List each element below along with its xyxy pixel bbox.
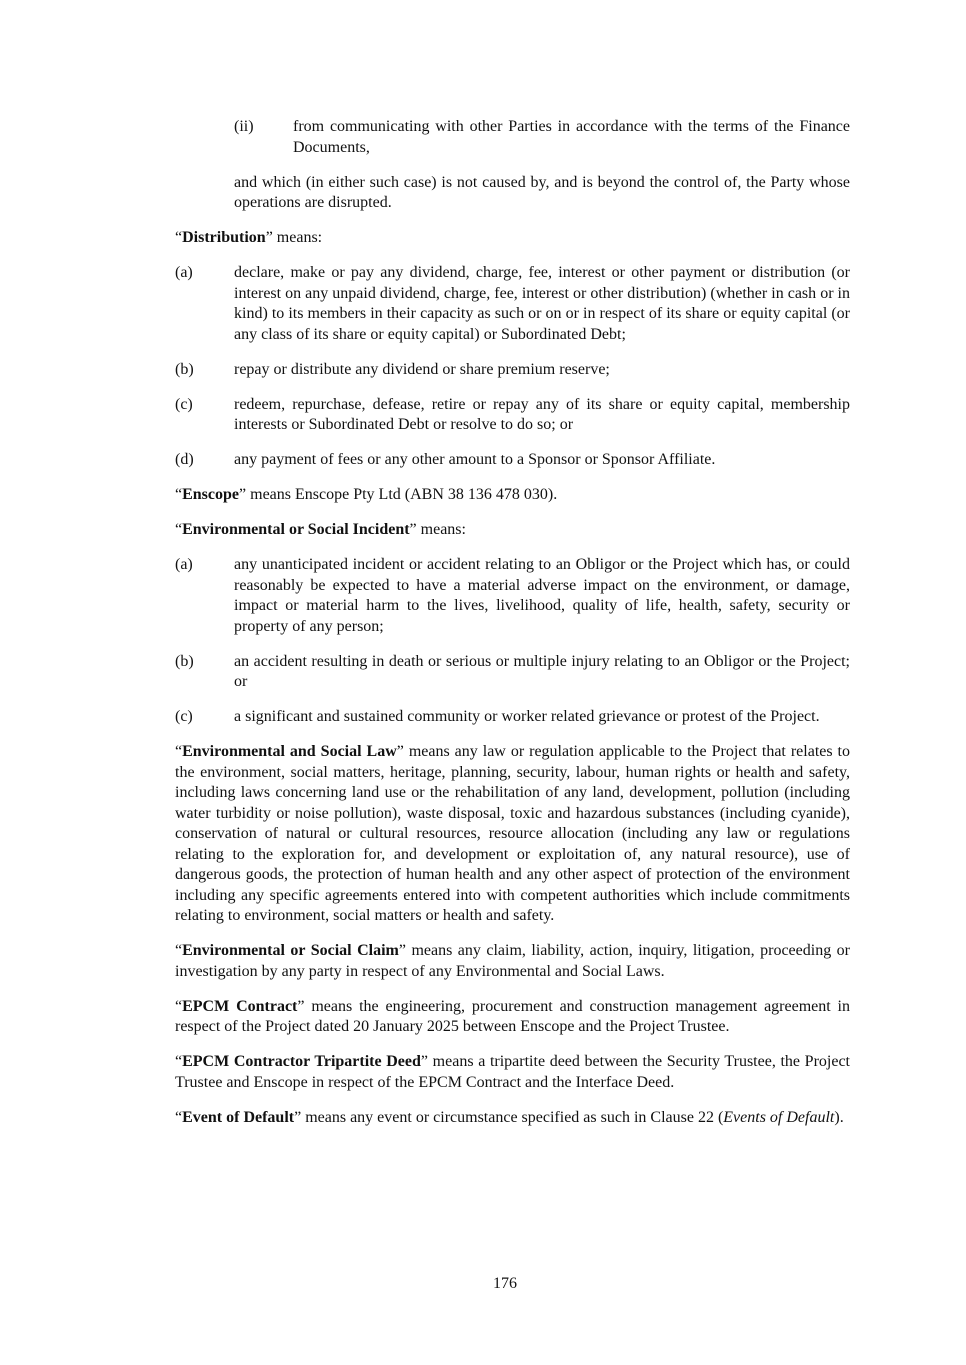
sub-item-text: from communicating with other Parties in accordance with the terms of the Finance Documents, xyxy=(293,118,850,156)
definition-intro: means: xyxy=(416,521,466,538)
list-item xyxy=(175,555,850,637)
definition-body: means the engineering, procurement and construction management agreement in respect of the Project dated 20 January 2025 between Enscope and the Project Trustee. xyxy=(175,997,850,1035)
definition-body: means any law or regulation applicable to the Project that relates to the environment, social matters, heritage, planning, security, labour, human rights or health and safety, including laws concerning land use or the rehabilitation of any land, development, pollution (including water turbidity or noise pollution), waste disposal, toxic and hazardous substances (including cyanide), conservation of natural or cultural resources, resource allocation (including any law or regulations relating to the exploration for, and development or exploitation of, any natural resource), use of dangerous goods, the protection of human health and any other aspect of protection of the environment including any specific agreements entered into with competent authorities which include commitments relating to environment, social matters or health and safety. xyxy=(175,743,851,924)
page-number: 176 xyxy=(493,1275,517,1292)
definition-distribution xyxy=(175,228,850,249)
close-quote: ” xyxy=(265,229,273,246)
definition-body: means Enscope Pty Ltd (ABN 38 136 478 030). xyxy=(246,486,558,503)
open-quote: “ xyxy=(175,1053,183,1070)
defined-term: Environmental or Social Incident xyxy=(182,521,410,538)
open-quote: “ xyxy=(175,1108,183,1126)
definition-epcm-contract xyxy=(175,997,850,1038)
item-label: (c) xyxy=(175,395,193,413)
defined-term: Environmental and Social Law xyxy=(182,743,397,760)
defined-term: Environmental or Social Claim xyxy=(182,942,399,959)
open-quote: “ xyxy=(175,486,183,503)
item-text: redeem, repurchase, defease, retire or repay any of its share or equity capital, membership interests or Subordinated Debt or resolve to do so; or xyxy=(234,395,850,433)
close-quote: ” xyxy=(239,486,247,503)
item-label: (a) xyxy=(175,264,193,281)
list-item xyxy=(175,360,850,381)
sub-item-label: (ii) xyxy=(234,118,254,135)
list-item xyxy=(175,652,850,693)
close-quote: ” xyxy=(398,942,406,959)
document-page xyxy=(175,117,850,1143)
definition-body-end: ). xyxy=(834,1108,844,1126)
item-text: repay or distribute any dividend or share premium reserve; xyxy=(234,360,610,378)
item-text: any unanticipated incident or accident relating to an Obligor or the Project which has, or could reasonably be expected to have a material adverse impact on the environment, or damage, impact or material harm to the lives, livelihood, quality of life, health, safety, security or property of any person; xyxy=(234,556,850,635)
defined-term: Enscope xyxy=(182,486,240,503)
item-text: any payment of fees or any other amount to a Sponsor or Sponsor Affiliate. xyxy=(234,451,716,468)
definition-body: means any claim, liability, action, inquiry, litigation, proceeding or investigation by any party in respect of any Environmental and Social Laws. xyxy=(175,942,850,980)
item-label: (c) xyxy=(175,708,193,725)
open-quote: “ xyxy=(175,997,183,1015)
defined-term: EPCM Contractor Tripartite Deed xyxy=(182,1053,421,1070)
close-quote: ” xyxy=(420,1053,429,1070)
definition-environmental-or-social-incident xyxy=(175,520,850,541)
close-quote: ” xyxy=(297,997,305,1015)
list-item xyxy=(175,263,850,345)
list-item xyxy=(175,395,850,436)
defined-term: Event of Default xyxy=(182,1108,295,1126)
definition-environmental-or-social-claim xyxy=(175,941,850,982)
definition-enscope xyxy=(175,485,850,506)
item-label: (b) xyxy=(175,360,194,378)
definition-event-of-default xyxy=(175,1108,850,1129)
sub-item-ii xyxy=(234,117,850,158)
definition-epcm-contractor-tripartite-deed xyxy=(175,1052,850,1093)
item-label: (a) xyxy=(175,556,193,573)
definition-body: means a tripartite deed between the Security Trustee, the Project Trustee and Enscope in respect of the EPCM Contract and the Interface Deed. xyxy=(175,1053,850,1091)
item-text: an accident resulting in death or serious or multiple injury relating to an Obligor or the Project; or xyxy=(234,652,850,690)
continuation-closing-text: and which (in either such case) is not caused by, and is beyond the control of, the Party whose operations are disrupted. xyxy=(234,173,850,211)
definition-intro: means: xyxy=(272,229,323,246)
open-quote: “ xyxy=(175,229,183,246)
clause-reference: Events of Default xyxy=(723,1108,835,1126)
list-item xyxy=(175,450,850,471)
open-quote: “ xyxy=(175,521,183,538)
item-label: (d) xyxy=(175,451,194,468)
open-quote: “ xyxy=(175,942,183,959)
item-text: a significant and sustained community or worker related grievance or protest of the Project. xyxy=(234,708,820,725)
definition-environmental-and-social-law xyxy=(175,742,850,927)
open-quote: “ xyxy=(175,743,183,760)
close-quote: ” xyxy=(409,521,417,538)
item-label: (b) xyxy=(175,652,194,670)
definition-body: means any event or circumstance specified as such in Clause 22 ( xyxy=(301,1108,724,1126)
defined-term: EPCM Contract xyxy=(182,997,298,1015)
close-quote: ” xyxy=(396,743,404,760)
defined-term: Distribution xyxy=(182,229,266,246)
item-text: declare, make or pay any dividend, charge, fee, interest or other payment or distribution (or interest on any unpaid dividend, charge, fee, interest or other distribution) (whether in cash or in kind) to its members in their capacity as such or on or in respect of its share or equity capital (or any class of its share or equity capital) or Subordinated Debt; xyxy=(234,264,850,343)
list-item xyxy=(175,707,850,728)
close-quote: ” xyxy=(294,1108,302,1126)
